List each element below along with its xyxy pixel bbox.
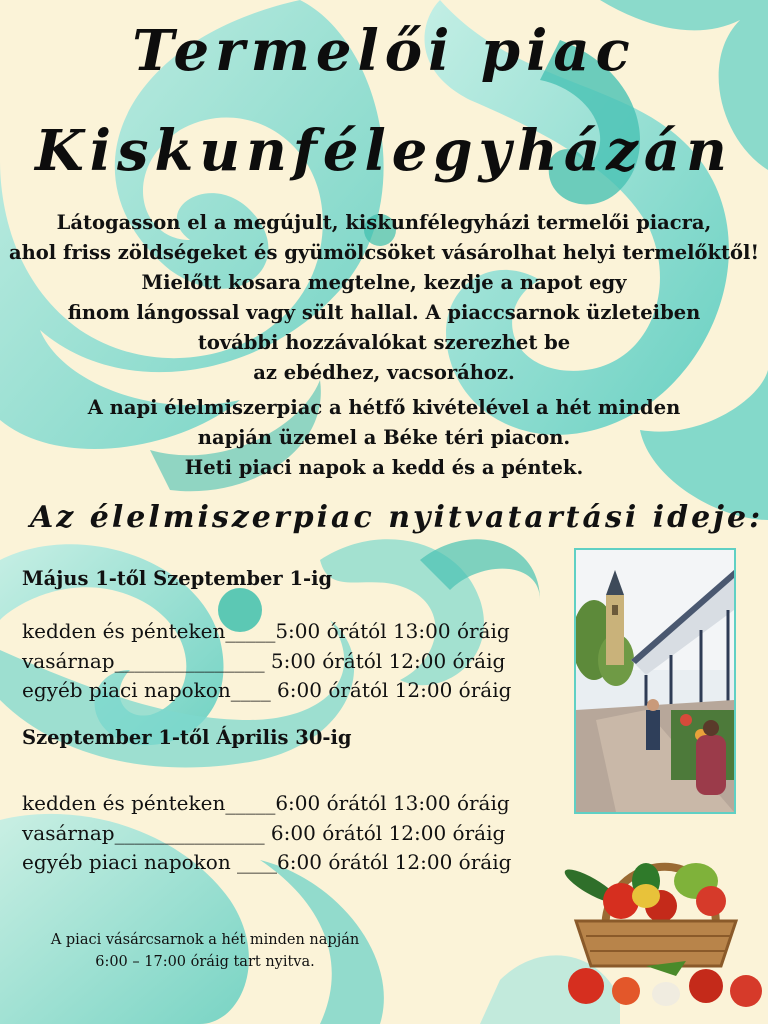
basket-icon [546, 826, 766, 1018]
footer-line-1: A piaci vásárcsarnok a hét minden napján [50, 932, 360, 948]
market-info-line: A napi élelmiszerpiac a hétfő kivételével a hét minden [87, 396, 681, 419]
winter-hours-list [22, 789, 511, 878]
footer-note [20, 929, 390, 973]
market-info-line: Heti piaci napok a kedd és a péntek. [184, 456, 584, 479]
intro-line: finom lángossal vagy sült hallal. A piaccsarnok üzleteiben [67, 301, 701, 324]
summer-hours-list [22, 617, 511, 706]
vegetable-basket-illustration [546, 826, 766, 1018]
intro-line: az ebédhez, vacsorához. [253, 361, 515, 384]
market-hall-illustration [576, 550, 734, 812]
hours-row: kedden és pénteken_____6:00 órától 13:00 óráig [22, 791, 510, 815]
title-line-1: Termelői piac [132, 18, 636, 84]
hours-row: vasárnap_______________ 5:00 órától 12:00 óráig [22, 648, 506, 673]
market-info-line: napján üzemel a Béke téri piacon. [197, 426, 571, 449]
hours-row: vasárnap_______________ 6:00 órától 12:00 óráig [22, 820, 506, 845]
hours-row: egyéb piaci napokon ____6:00 órától 12:00 óráig [22, 850, 512, 874]
title-line-2: Kiskunfélegyházán [35, 118, 733, 184]
market-info-paragraph [0, 393, 768, 483]
intro-paragraph [0, 208, 768, 388]
summer-period-label: Május 1-től Szeptember 1-ig [22, 567, 333, 590]
intro-line: Látogasson el a megújult, kiskunfélegyházi termelői piacra, [56, 211, 712, 234]
market-hall-photo [574, 548, 736, 814]
hours-heading: Az élelmiszerpiac nyitvatartási ideje: [30, 500, 764, 535]
intro-line: Mielőtt kosara megtelne, kezdje a napot egy [141, 271, 627, 294]
hours-row: egyéb piaci napokon____ 6:00 órától 12:00 óráig [22, 678, 512, 702]
winter-period-label: Szeptember 1-től Április 30-ig [22, 726, 352, 749]
footer-line-2: 6:00 – 17:00 óráig tart nyitva. [95, 954, 315, 970]
hours-row: kedden és pénteken_____5:00 órától 13:00 óráig [22, 619, 510, 643]
intro-line: további hozzávalókat szerezhet be [197, 331, 571, 354]
intro-line: ahol friss zöldségeket és gyümölcsöket vásárolhat helyi termelőktől! [8, 241, 760, 264]
